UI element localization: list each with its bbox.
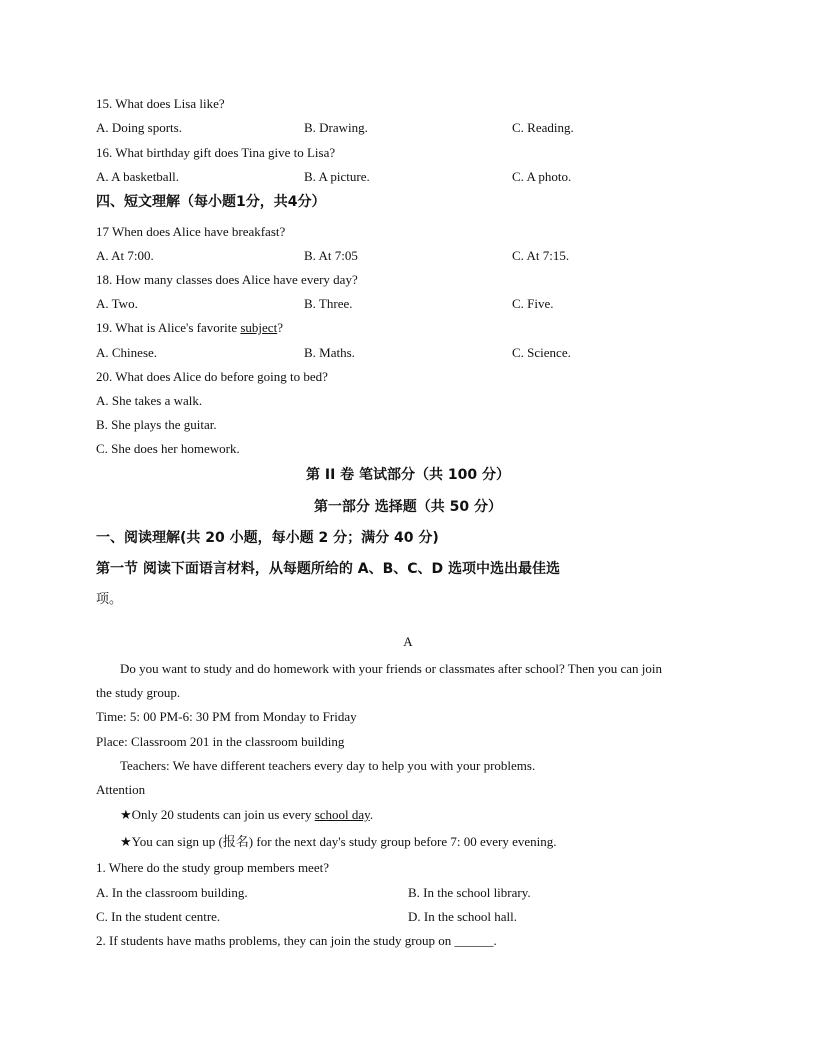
q19-option-b: B. Maths.: [304, 345, 355, 360]
q19-underlined-word: subject: [240, 320, 278, 335]
part-2-subtitle: 第一部分 选择题（共 50 分）: [313, 499, 503, 515]
question-17: 17 When does Alice have breakfast?: [96, 224, 286, 239]
passage-attention: Attention: [96, 782, 146, 797]
section-4-heading: 四、短文理解（每小题1分，共4分）: [96, 194, 326, 210]
q20-option-a: A. She takes a walk.: [96, 393, 203, 408]
note-1-end: .: [369, 807, 374, 822]
q19-option-c: C. Science.: [512, 345, 571, 360]
q15-option-a: A. Doing sports.: [96, 120, 182, 135]
passage-note-1: [120, 807, 373, 823]
q20-option-c: C. She does her homework.: [96, 441, 240, 456]
q16-option-c: C. A photo.: [512, 169, 572, 184]
passage-label: A: [403, 634, 413, 649]
part-2-title: 第 II 卷 笔试部分（共 100 分）: [305, 467, 510, 483]
q19-option-a: A. Chinese.: [96, 345, 158, 360]
note-1-text: ★Only 20 students can join us every: [120, 807, 315, 822]
passage-time: Time: 5: 00 PM-6: 30 PM from Monday to Friday: [96, 709, 357, 724]
q1-option-b: B. In the school library.: [408, 885, 531, 900]
passage-intro: Do you want to study and do homework with your friends or classmates after school? Then you can join: [120, 661, 663, 676]
section-1-instruction-cont: 项。: [96, 592, 123, 607]
question-16: 16. What birthday gift does Tina give to Lisa?: [96, 145, 336, 160]
q16-option-b: B. A picture.: [304, 169, 370, 184]
question-18: 18. How many classes does Alice have every day?: [96, 272, 358, 287]
passage-note-2: ★You can sign up (报名) for the next day's study group before 7: 00 every evening.: [120, 834, 557, 849]
q1-option-d: D. In the school hall.: [408, 909, 518, 924]
question-1: 1. Where do the study group members meet?: [96, 860, 329, 875]
question-20: 20. What does Alice do before going to bed?: [96, 369, 328, 384]
passage-place: Place: Classroom 201 in the classroom building: [96, 734, 345, 749]
question-2: 2. If students have maths problems, they can join the study group on ______.: [96, 933, 497, 948]
q17-option-a: A. At 7:00.: [96, 248, 154, 263]
q18-option-c: C. Five.: [512, 296, 554, 311]
q15-option-b: B. Drawing.: [304, 120, 368, 135]
q19-text: 19. What is Alice's favorite: [96, 320, 241, 335]
question-19: [96, 320, 283, 336]
q18-option-b: B. Three.: [304, 296, 353, 311]
q17-option-b: B. At 7:05: [304, 248, 358, 263]
reading-heading: 一、阅读理解(共 20 小题，每小题 2 分；满分 40 分): [96, 530, 439, 546]
question-15: 15. What does Lisa like?: [96, 96, 225, 111]
passage-teachers: Teachers: We have different teachers every day to help you with your problems.: [120, 758, 536, 773]
q19-mark: ?: [277, 320, 283, 335]
q1-option-c: C. In the student centre.: [96, 909, 221, 924]
passage-intro-cont: the study group.: [96, 685, 181, 700]
q1-option-a: A. In the classroom building.: [96, 885, 248, 900]
q18-option-a: A. Two.: [96, 296, 138, 311]
note-1-underlined: school day: [314, 807, 370, 822]
q16-option-a: A. A basketball.: [96, 169, 180, 184]
q17-option-c: C. At 7:15.: [512, 248, 570, 263]
q20-option-b: B. She plays the guitar.: [96, 417, 217, 432]
q15-option-c: C. Reading.: [512, 120, 574, 135]
section-1-instruction: 第一节 阅读下面语言材料，从每题所给的 A、B、C、D 选项中选出最佳选: [96, 561, 561, 577]
